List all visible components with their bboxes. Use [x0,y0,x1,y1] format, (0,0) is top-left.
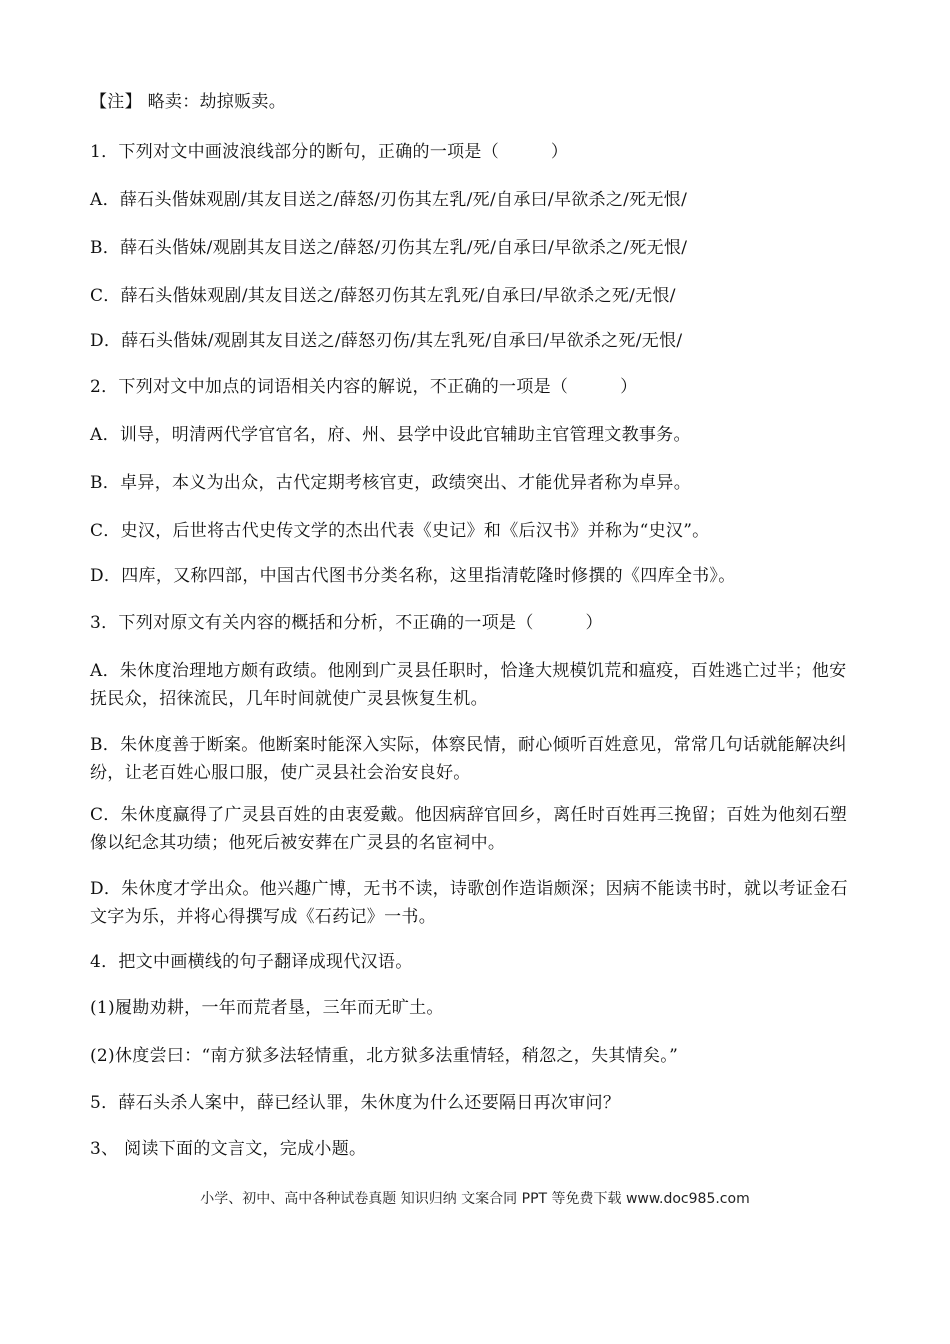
question-4-item-1: (1)履勘劝耕，一年而荒者垦，三年而无旷土。 [90,998,444,1018]
note: 【注】 略卖：劫掠贩卖。 [90,92,287,112]
question-2-stem: 2．下列对文中加点的词语相关内容的解说，不正确的一项是（ ） [90,377,638,397]
question-2-option-d: D．四库，又称四部，中国古代图书分类名称，这里指清乾隆时修撰的《四库全书》。 [90,566,736,586]
question-4-item-2: (2)休度尝曰：“南方狱多法轻情重，北方狱多法重情轻，稍忽之，失其情矣。” [90,1046,679,1066]
question-3-option-b: B．朱休度善于断案。他断案时能深入实际，体察民情，耐心倾听百姓意见，常常几句话就能解决纠纷，让老百姓心服口服，使广灵县社会治安良好。 [90,735,847,783]
question-2-option-a: A．训导，明清两代学官官名，府、州、县学中设此官辅助主官管理文教事务。 [90,425,691,445]
question-2-option-c: C．史汉，后世将古代史传文学的杰出代表《史记》和《后汉书》并称为“史汉”。 [90,521,710,541]
section-3-heading: 3、 阅读下面的文言文，完成小题。 [90,1139,367,1159]
question-1-option-d: D．薛石头偕妹/观剧其友目送之/薛怒刃伤/其左乳死/自承曰/早欲杀之死/无恨/ [90,331,683,351]
question-3-option-a: A．朱休度治理地方颇有政绩。他刚到广灵县任职时，恰逢大规模饥荒和瘟疫，百姓逃亡过半；他安抚民众，招徕流民，几年时间就使广灵县恢复生机。 [90,661,847,709]
question-1-option-b: B．薛石头偕妹/观剧其友目送之/薛怒/刃伤其左乳/死/自承曰/早欲杀之/死无恨/ [90,238,688,258]
question-1-option-a: A．薛石头偕妹观剧/其友目送之/薛怒/刃伤其左乳/死/自承曰/早欲杀之/死无恨/ [90,190,688,210]
question-1-stem: 1．下列对文中画波浪线部分的断句，正确的一项是（ ） [90,142,569,162]
question-4-stem: 4．把文中画横线的句子翻译成现代汉语。 [90,952,413,972]
question-3-stem: 3．下列对原文有关内容的概括和分析，不正确的一项是（ ） [90,613,603,633]
page-footer: 小学、初中、高中各种试卷真题 知识归纳 文案合同 PPT 等免费下载 www.doc985.com [200,1191,750,1207]
question-5-stem: 5．薛石头杀人案中，薛已经认罪，朱休度为什么还要隔日再次审问？ [90,1093,621,1113]
question-3-option-c: C．朱休度赢得了广灵县百姓的由衷爱戴。他因病辞官回乡，离任时百姓再三挽留；百姓为他刻石塑像以纪念其功绩；他死后被安葬在广灵县的名宦祠中。 [90,805,848,853]
question-3-option-d: D．朱休度才学出众。他兴趣广博，无书不读，诗歌创作造诣颇深；因病不能读书时，就以考证金石文字为乐，并将心得撰写成《石药记》一书。 [90,879,848,927]
question-2-option-b: B．卓异，本义为出众，古代定期考核官吏，政绩突出、才能优异者称为卓异。 [90,473,691,493]
question-1-option-c: C．薛石头偕妹观剧/其友目送之/薛怒刃伤其左乳死/自承曰/早欲杀之死/无恨/ [90,286,676,306]
